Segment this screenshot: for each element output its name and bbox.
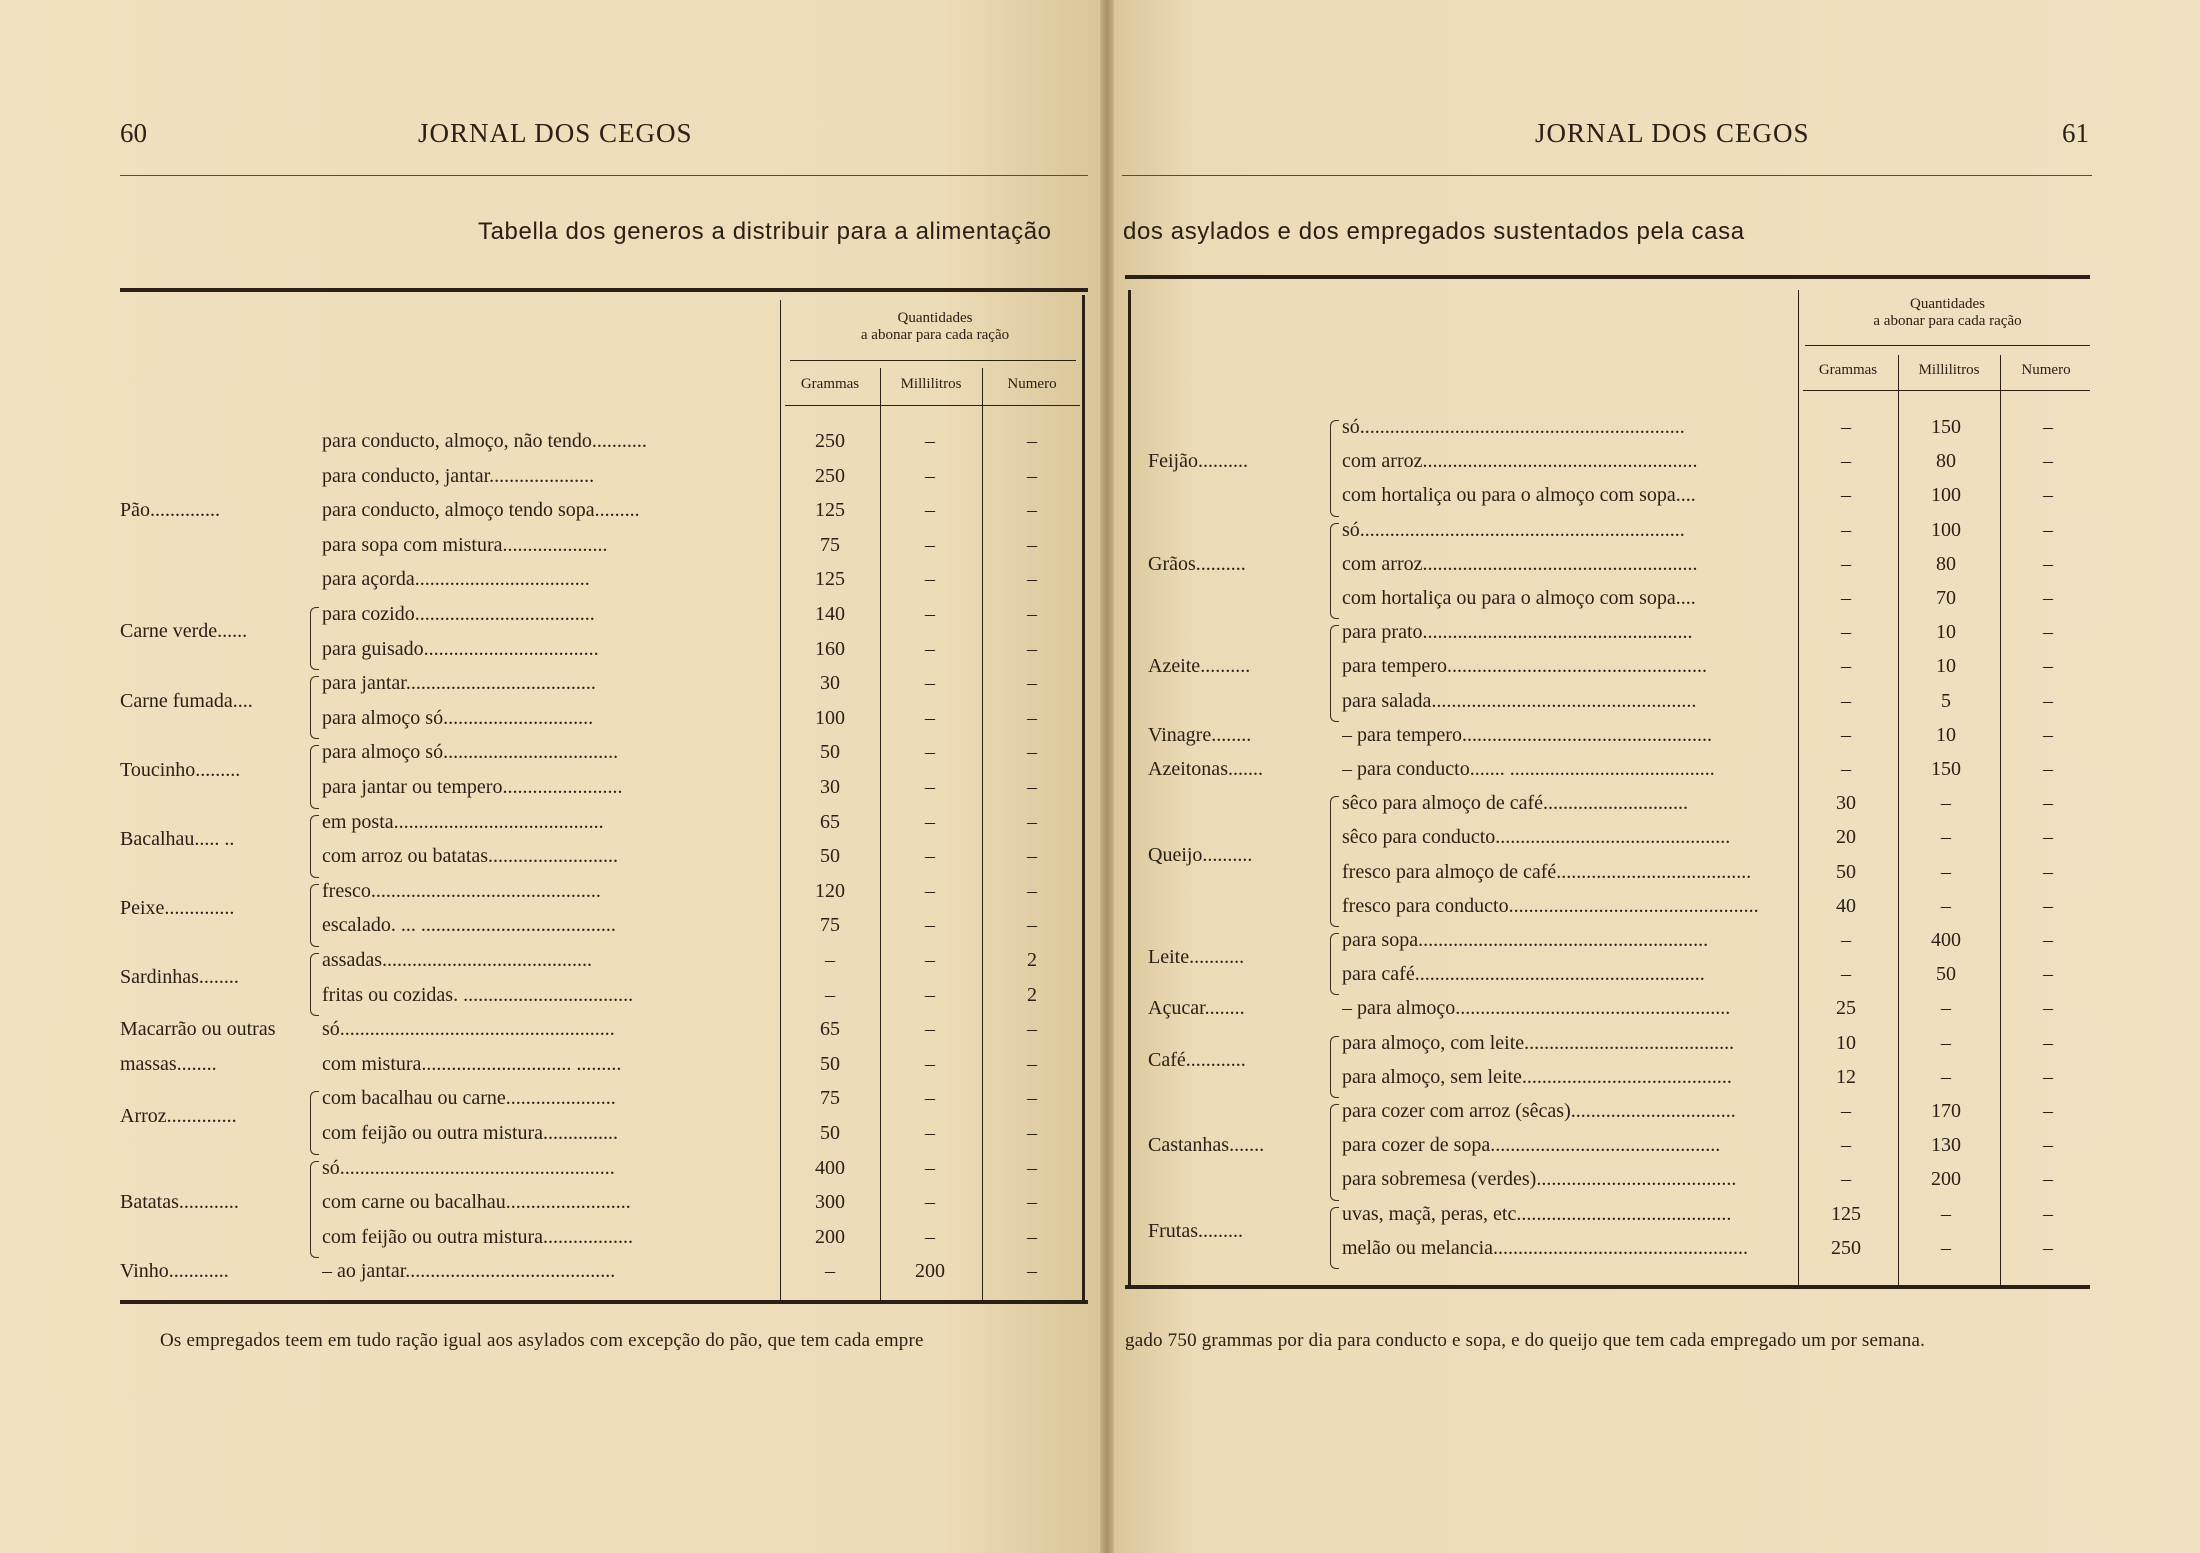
group-category: Açucar........ bbox=[1148, 997, 1245, 1020]
numero-value: – bbox=[1027, 706, 1037, 729]
millilitros-value: – bbox=[925, 706, 935, 729]
left-colhead-numero: Numero bbox=[1007, 376, 1057, 392]
grammas-value: 50 bbox=[820, 1052, 840, 1075]
right-head-rule bbox=[1122, 175, 2092, 176]
right-table-top-rule bbox=[1125, 275, 2090, 279]
right-table-bottom-rule bbox=[1125, 1285, 2090, 1289]
millilitros-value: – bbox=[1941, 1031, 1951, 1054]
millilitros-value: – bbox=[925, 499, 935, 522]
millilitros-value: 10 bbox=[1936, 621, 1956, 644]
right-col-divider-2 bbox=[1898, 355, 1899, 1285]
numero-value: – bbox=[2043, 826, 2053, 849]
row-label: para cozer de sopa.............................................. bbox=[1342, 1134, 1721, 1157]
row-category: Macarrão ou outras bbox=[120, 1018, 276, 1041]
millilitros-value: – bbox=[925, 810, 935, 833]
numero-value: – bbox=[2043, 621, 2053, 644]
millilitros-value: – bbox=[1941, 997, 1951, 1020]
group-brace bbox=[1330, 523, 1339, 620]
numero-value: – bbox=[1027, 603, 1037, 625]
row-label: com hortaliça ou para o almoço com sopa.... bbox=[1342, 587, 1696, 609]
row-label: escalado. ... ....................................... bbox=[322, 914, 616, 937]
group-brace bbox=[1330, 796, 1339, 927]
millilitros-value: 200 bbox=[915, 1260, 945, 1283]
row-label: com carne ou bacalhau......................... bbox=[322, 1191, 631, 1214]
millilitros-value: – bbox=[925, 430, 935, 452]
numero-value: – bbox=[1027, 741, 1037, 764]
numero-value: – bbox=[1027, 1156, 1037, 1179]
group-category: Azeite.......... bbox=[1148, 655, 1251, 678]
millilitros-value: 10 bbox=[1936, 723, 1956, 746]
grammas-value: – bbox=[1841, 518, 1851, 541]
millilitros-value: – bbox=[925, 741, 935, 764]
millilitros-value: – bbox=[925, 568, 935, 591]
millilitros-value: – bbox=[1941, 1202, 1951, 1225]
numero-value: – bbox=[1027, 533, 1037, 556]
millilitros-value: – bbox=[925, 1052, 935, 1075]
numero-value: – bbox=[2043, 416, 2053, 438]
grammas-value: 30 bbox=[820, 672, 840, 695]
grammas-value: – bbox=[1841, 1134, 1851, 1157]
millilitros-value: – bbox=[1941, 826, 1951, 849]
row-label: para tempero.................................................... bbox=[1342, 655, 1707, 678]
group-brace bbox=[310, 884, 319, 947]
row-label: para almoço só.............................. bbox=[322, 706, 594, 729]
numero-value: 2 bbox=[1027, 983, 1037, 1006]
group-category: Feijão.......... bbox=[1148, 450, 1248, 473]
numero-value: – bbox=[2043, 655, 2053, 678]
grammas-value: 100 bbox=[815, 706, 845, 729]
grammas-value: 250 bbox=[815, 430, 845, 452]
numero-value: – bbox=[1027, 464, 1037, 487]
row-label: fresco para conducto.................................................. bbox=[1342, 894, 1759, 917]
group-category: Leite........... bbox=[1148, 946, 1245, 969]
group-category: Vinagre........ bbox=[1148, 723, 1252, 746]
millilitros-value: – bbox=[1941, 1065, 1951, 1088]
group-brace bbox=[310, 607, 319, 670]
millilitros-value: 170 bbox=[1931, 1100, 1961, 1122]
numero-value: – bbox=[2043, 1031, 2053, 1054]
row-label: com arroz ou batatas.......................... bbox=[322, 845, 619, 868]
grammas-value: 40 bbox=[1836, 894, 1856, 917]
left-header-rule bbox=[790, 360, 1076, 361]
millilitros-value: 80 bbox=[1936, 552, 1956, 575]
millilitros-value: – bbox=[925, 1225, 935, 1248]
grammas-value: 75 bbox=[820, 914, 840, 937]
row-label: – para tempero.................................................. bbox=[1342, 723, 1712, 746]
numero-value: – bbox=[2043, 1100, 2053, 1122]
grammas-value: – bbox=[1841, 689, 1851, 712]
millilitros-value: 400 bbox=[1931, 929, 1961, 951]
row-label: para prato...................................................... bbox=[1342, 621, 1693, 644]
group-category: Sardinhas........ bbox=[120, 966, 239, 989]
grammas-value: – bbox=[1841, 655, 1851, 678]
grammas-value: 125 bbox=[1831, 1202, 1861, 1225]
numero-value: – bbox=[1027, 1052, 1037, 1075]
row-label: com bacalhau ou carne...................... bbox=[322, 1087, 616, 1110]
row-label: fresco para almoço de café....................................... bbox=[1342, 860, 1752, 883]
row-label: em posta.......................................... bbox=[322, 810, 604, 833]
group-brace bbox=[310, 745, 319, 808]
grammas-value: – bbox=[1841, 723, 1851, 746]
row-label: uvas, maçã, peras, etc........................................... bbox=[1342, 1202, 1732, 1225]
left-head-rule bbox=[120, 175, 1088, 176]
grammas-value: – bbox=[1841, 621, 1851, 644]
millilitros-value: – bbox=[925, 1087, 935, 1110]
row-label: com mistura.............................. ......... bbox=[322, 1052, 622, 1075]
row-label: assadas.......................................... bbox=[322, 949, 592, 971]
row-label: – para conducto....... ......................................... bbox=[1342, 758, 1715, 780]
grammas-value: 50 bbox=[820, 845, 840, 868]
numero-value: – bbox=[1027, 1122, 1037, 1144]
left-table-bottom-rule bbox=[120, 1300, 1088, 1304]
numero-value: – bbox=[2043, 518, 2053, 541]
right-header-line-1: Quantidades bbox=[1910, 296, 1985, 312]
group-brace bbox=[310, 676, 319, 739]
row-label: para café.......................................................... bbox=[1342, 963, 1705, 986]
row-label: sêco para almoço de café............................. bbox=[1342, 792, 1688, 815]
grammas-value: 120 bbox=[815, 879, 845, 902]
millilitros-value: 80 bbox=[1936, 450, 1956, 473]
numero-value: – bbox=[1027, 672, 1037, 695]
left-col-divider-1 bbox=[780, 300, 781, 1300]
row-category: Vinho............ bbox=[120, 1260, 229, 1283]
row-label: melão ou melancia................................................... bbox=[1342, 1236, 1749, 1259]
grammas-value: – bbox=[1841, 1100, 1851, 1122]
grammas-value: 400 bbox=[815, 1156, 845, 1179]
grammas-value: 160 bbox=[815, 637, 845, 660]
numero-value: – bbox=[2043, 450, 2053, 473]
right-colhead-millilitros: Millilitros bbox=[1918, 362, 1980, 378]
grammas-value: 50 bbox=[820, 1122, 840, 1144]
row-label: para jantar...................................... bbox=[322, 672, 596, 695]
right-colhead-numero: Numero bbox=[2021, 362, 2071, 378]
row-label: para salada..................................................... bbox=[1342, 689, 1697, 712]
group-category: Azeitonas....... bbox=[1148, 758, 1263, 780]
millilitros-value: – bbox=[925, 845, 935, 868]
row-label: sêco para conducto............................................... bbox=[1342, 826, 1731, 849]
left-header-group bbox=[790, 310, 1080, 344]
numero-value: – bbox=[1027, 568, 1037, 591]
row-label: para jantar ou tempero........................ bbox=[322, 776, 623, 798]
row-label: para conducto, almoço, não tendo........... bbox=[322, 430, 647, 452]
millilitros-value: 100 bbox=[1931, 484, 1961, 507]
right-header-rule bbox=[1805, 345, 2090, 346]
grammas-value: 10 bbox=[1836, 1031, 1856, 1054]
group-category: Toucinho......... bbox=[120, 758, 241, 781]
left-col-divider-2 bbox=[880, 368, 881, 1300]
group-category: Café............ bbox=[1148, 1048, 1246, 1071]
grammas-value: 65 bbox=[820, 810, 840, 833]
group-category: Arroz.............. bbox=[120, 1104, 237, 1127]
left-table-caption: Tabella dos generos a distribuir para a alimentação bbox=[478, 218, 1052, 245]
row-label: só................................................................. bbox=[1342, 416, 1685, 438]
row-label: com arroz....................................................... bbox=[1342, 552, 1698, 575]
right-footnote: gado 750 grammas por dia para conducto e sopa, e do queijo que tem cada empregado um por semana. bbox=[1125, 1330, 1926, 1351]
grammas-value: – bbox=[1841, 450, 1851, 473]
group-category: Frutas......... bbox=[1148, 1219, 1243, 1242]
grammas-value: 50 bbox=[820, 741, 840, 764]
grammas-value: – bbox=[825, 949, 835, 971]
left-colhead-millilitros: Millilitros bbox=[900, 376, 962, 392]
millilitros-value: – bbox=[925, 637, 935, 660]
numero-value: – bbox=[2043, 689, 2053, 712]
group-brace bbox=[310, 815, 319, 878]
grammas-value: – bbox=[1841, 963, 1851, 986]
numero-value: – bbox=[2043, 929, 2053, 951]
right-header-line-2: a abonar para cada ração bbox=[1873, 313, 2022, 329]
millilitros-value: – bbox=[925, 1018, 935, 1041]
right-colhead-grammas: Grammas bbox=[1818, 362, 1878, 378]
right-running-head: JORNAL DOS CEGOS bbox=[1535, 118, 1810, 148]
numero-value: 2 bbox=[1027, 949, 1037, 971]
millilitros-value: – bbox=[925, 1191, 935, 1214]
row-label: com feijão ou outra mistura............... bbox=[322, 1122, 619, 1144]
grammas-value: 20 bbox=[1836, 826, 1856, 849]
millilitros-value: 5 bbox=[1941, 689, 1951, 712]
numero-value: – bbox=[2043, 997, 2053, 1020]
row-label: para almoço, com leite.......................................... bbox=[1342, 1031, 1735, 1054]
millilitros-value: – bbox=[925, 949, 935, 971]
left-table-top-rule bbox=[120, 288, 1088, 292]
row-label: só................................................................. bbox=[1342, 518, 1685, 541]
millilitros-value: – bbox=[1941, 1236, 1951, 1259]
numero-value: – bbox=[2043, 1134, 2053, 1157]
grammas-value: 200 bbox=[815, 1225, 845, 1248]
millilitros-value: – bbox=[1941, 860, 1951, 883]
row-label: para conducto, almoço tendo sopa......... bbox=[322, 499, 640, 522]
row-label: para cozer com arroz (sêcas)................................. bbox=[1342, 1100, 1736, 1122]
grammas-value: 65 bbox=[820, 1018, 840, 1041]
numero-value: – bbox=[2043, 1065, 2053, 1088]
numero-value: – bbox=[1027, 1087, 1037, 1110]
group-brace bbox=[310, 1091, 319, 1154]
row-label: fritas ou cozidas. .................................. bbox=[322, 983, 634, 1006]
row-category: Pão.............. bbox=[120, 499, 220, 522]
millilitros-value: 150 bbox=[1931, 758, 1961, 780]
left-page-number: 60 bbox=[120, 118, 147, 148]
numero-value: – bbox=[1027, 430, 1037, 452]
group-category: Queijo.......... bbox=[1148, 843, 1253, 866]
right-table-caption: dos asylados e dos empregados sustentados pela casa bbox=[1123, 218, 1745, 245]
numero-value: – bbox=[1027, 810, 1037, 833]
grammas-value: 25 bbox=[1836, 997, 1856, 1020]
numero-value: – bbox=[2043, 758, 2053, 780]
numero-value: – bbox=[2043, 963, 2053, 986]
left-running-head: JORNAL DOS CEGOS bbox=[418, 118, 693, 148]
grammas-value: – bbox=[1841, 929, 1851, 951]
numero-value: – bbox=[1027, 845, 1037, 868]
numero-value: – bbox=[2043, 1168, 2053, 1191]
row-label: só....................................................... bbox=[322, 1156, 615, 1179]
grammas-value: 30 bbox=[1836, 792, 1856, 815]
numero-value: – bbox=[2043, 587, 2053, 609]
row-label: só....................................................... bbox=[322, 1018, 615, 1041]
group-brace bbox=[310, 1161, 319, 1259]
row-label: com feijão ou outra mistura.................. bbox=[322, 1225, 634, 1248]
right-col-divider-1 bbox=[1798, 290, 1799, 1285]
millilitros-value: – bbox=[925, 533, 935, 556]
grammas-value: 300 bbox=[815, 1191, 845, 1214]
millilitros-value: – bbox=[925, 672, 935, 695]
row-label: para almoço, sem leite.......................................... bbox=[1342, 1065, 1732, 1088]
millilitros-value: – bbox=[925, 983, 935, 1006]
grammas-value: – bbox=[1841, 758, 1851, 780]
millilitros-value: 200 bbox=[1931, 1168, 1961, 1191]
group-brace bbox=[1330, 933, 1339, 995]
row-label: com hortaliça ou para o almoço com sopa.... bbox=[1342, 484, 1696, 507]
numero-value: – bbox=[1027, 879, 1037, 902]
row-label: – para almoço....................................................... bbox=[1342, 997, 1731, 1020]
row-label: para almoço só................................... bbox=[322, 741, 619, 764]
millilitros-value: – bbox=[925, 879, 935, 902]
numero-value: – bbox=[1027, 1225, 1037, 1248]
grammas-value: 30 bbox=[820, 776, 840, 798]
millilitros-value: 130 bbox=[1931, 1134, 1961, 1157]
row-label: fresco.............................................. bbox=[322, 879, 601, 902]
group-category: Bacalhau..... .. bbox=[120, 827, 235, 850]
grammas-value: 125 bbox=[815, 499, 845, 522]
millilitros-value: – bbox=[1941, 894, 1951, 917]
millilitros-value: 150 bbox=[1931, 416, 1961, 438]
book-gutter bbox=[1100, 0, 1114, 1553]
left-col-divider-3 bbox=[982, 368, 983, 1300]
row-label: com arroz....................................................... bbox=[1342, 450, 1698, 473]
numero-value: – bbox=[1027, 499, 1037, 522]
right-col-divider-3 bbox=[2000, 355, 2001, 1285]
row-label: para sopa.......................................................... bbox=[1342, 929, 1709, 951]
grammas-value: 250 bbox=[815, 464, 845, 487]
grammas-value: 140 bbox=[815, 603, 845, 625]
millilitros-value: 50 bbox=[1936, 963, 1956, 986]
numero-value: – bbox=[2043, 894, 2053, 917]
right-header-group bbox=[1805, 296, 2090, 330]
group-category: Batatas............ bbox=[120, 1191, 239, 1214]
left-colhead-grammas: Grammas bbox=[800, 376, 860, 392]
millilitros-value: 70 bbox=[1936, 587, 1956, 609]
grammas-value: – bbox=[825, 1260, 835, 1283]
millilitros-value: – bbox=[925, 1122, 935, 1144]
group-category: Carne fumada.... bbox=[120, 689, 253, 712]
row-label: para açorda................................... bbox=[322, 568, 590, 591]
group-brace bbox=[310, 953, 319, 1016]
left-header-line-2: a abonar para cada ração bbox=[860, 327, 1010, 343]
grammas-value: 250 bbox=[1831, 1236, 1861, 1259]
numero-value: – bbox=[1027, 1018, 1037, 1041]
numero-value: – bbox=[2043, 552, 2053, 575]
numero-value: – bbox=[1027, 1191, 1037, 1214]
grammas-value: – bbox=[1841, 416, 1851, 438]
grammas-value: 75 bbox=[820, 533, 840, 556]
grammas-value: 75 bbox=[820, 1087, 840, 1110]
grammas-value: – bbox=[1841, 587, 1851, 609]
grammas-value: – bbox=[1841, 1168, 1851, 1191]
millilitros-value: – bbox=[925, 603, 935, 625]
left-colhead-rule bbox=[785, 405, 1080, 406]
millilitros-value: – bbox=[925, 914, 935, 937]
group-brace bbox=[1330, 1207, 1339, 1269]
numero-value: – bbox=[2043, 792, 2053, 815]
left-footnote: Os empregados teem em tudo ração igual aos asylados com excepção do pão, que tem cada empre bbox=[160, 1330, 924, 1351]
left-table-edge bbox=[1082, 295, 1085, 1300]
grammas-value: – bbox=[825, 983, 835, 1006]
row-label: para sopa com mistura..................... bbox=[322, 533, 608, 556]
grammas-value: 125 bbox=[815, 568, 845, 591]
group-brace bbox=[1330, 420, 1339, 517]
right-table-edge bbox=[1128, 290, 1131, 1285]
row-category: massas........ bbox=[120, 1052, 217, 1075]
millilitros-value: 100 bbox=[1931, 518, 1961, 541]
numero-value: – bbox=[1027, 1260, 1037, 1283]
row-label: para cozido.................................... bbox=[322, 603, 595, 625]
right-page-number: 61 bbox=[2062, 118, 2089, 148]
millilitros-value: – bbox=[925, 464, 935, 487]
numero-value: – bbox=[1027, 776, 1037, 798]
millilitros-value: 10 bbox=[1936, 655, 1956, 678]
grammas-value: 12 bbox=[1836, 1065, 1856, 1088]
millilitros-value: – bbox=[1941, 792, 1951, 815]
row-label: – ao jantar.......................................... bbox=[322, 1260, 616, 1283]
group-category: Grãos.......... bbox=[1148, 552, 1246, 575]
grammas-value: – bbox=[1841, 484, 1851, 507]
numero-value: – bbox=[2043, 860, 2053, 883]
left-header-line-1: Quantidades bbox=[897, 310, 973, 326]
numero-value: – bbox=[1027, 914, 1037, 937]
group-brace bbox=[1330, 1104, 1339, 1201]
right-colhead-rule bbox=[1803, 390, 2090, 391]
row-label: para sobremesa (verdes)........................................ bbox=[1342, 1168, 1737, 1191]
numero-value: – bbox=[2043, 1202, 2053, 1225]
numero-value: – bbox=[1027, 637, 1037, 660]
group-brace bbox=[1330, 1036, 1339, 1098]
group-category: Peixe.............. bbox=[120, 897, 235, 920]
numero-value: – bbox=[2043, 723, 2053, 746]
grammas-value: – bbox=[1841, 552, 1851, 575]
row-label: para guisado................................... bbox=[322, 637, 599, 660]
group-category: Castanhas....... bbox=[1148, 1134, 1265, 1157]
numero-value: – bbox=[2043, 484, 2053, 507]
millilitros-value: – bbox=[925, 1156, 935, 1179]
grammas-value: 50 bbox=[1836, 860, 1856, 883]
row-label: para conducto, jantar..................... bbox=[322, 464, 595, 487]
group-category: Carne verde...... bbox=[120, 620, 248, 643]
millilitros-value: – bbox=[925, 776, 935, 798]
group-brace bbox=[1330, 625, 1339, 722]
numero-value: – bbox=[2043, 1236, 2053, 1259]
